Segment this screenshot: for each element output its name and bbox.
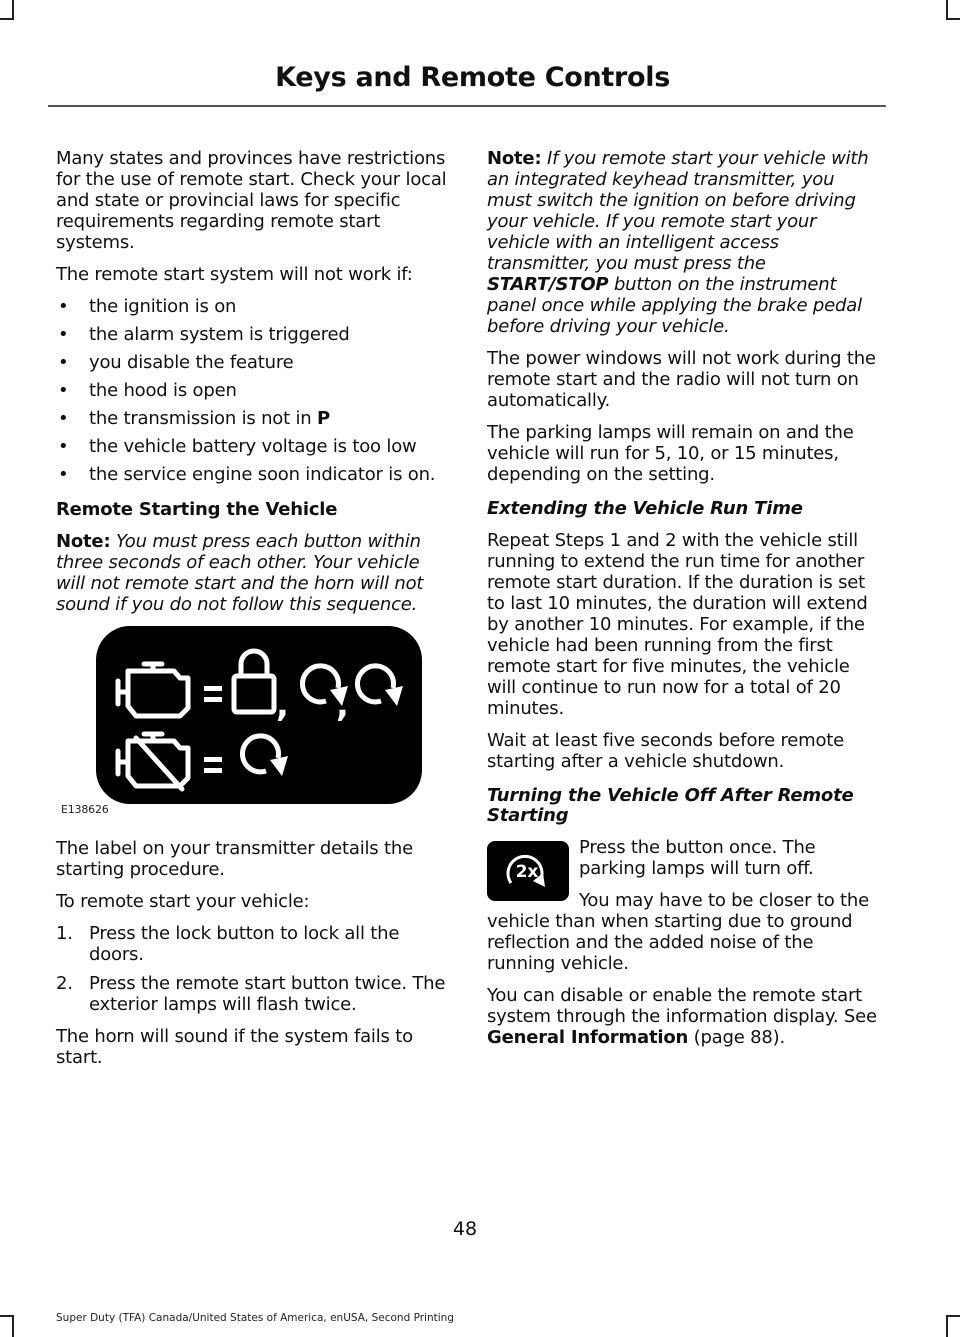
list-item <box>56 923 448 965</box>
intro-paragraph: Many states and provinces have restrictions for the use of remote start. Check your local and state or provincial laws for specific requirements regarding remote start systems. <box>56 148 447 253</box>
press-twice-icon <box>487 841 569 901</box>
page-number: 48 <box>452 1218 478 1240</box>
step-text: Press the lock button to lock all the doors. <box>89 923 400 965</box>
wait-paragraph: Wait at least five seconds before remote starting after a vehicle shutdown. <box>487 730 845 772</box>
list-item: • the alarm system is triggered <box>56 324 448 345</box>
lamps-paragraph: The parking lamps will remain on and the vehicle will run for 5, 10, or 15 minutes, depending on the setting. <box>487 422 854 485</box>
disable-text: (page 88). <box>688 1027 785 1048</box>
page-title: Keys and Remote Controls <box>275 62 670 93</box>
list-item <box>56 973 448 1015</box>
press-button-block <box>487 837 882 985</box>
remote-start-label-image <box>96 626 422 804</box>
label-paragraph: The label on your transmitter details the starting procedure. <box>56 838 413 880</box>
list-item: • the vehicle battery voltage is too low <box>56 436 448 457</box>
disable-paragraph <box>487 985 882 1048</box>
note-text: button on the instrument panel once while applying the brake pedal before driving your vehicle. <box>487 274 862 337</box>
section-heading: Remote Starting the Vehicle <box>56 499 338 520</box>
crop-mark <box>946 1317 948 1337</box>
list-item: • the service engine soon indicator is on. <box>56 464 448 485</box>
left-column <box>56 148 448 1079</box>
svg-text:,: , <box>336 685 349 725</box>
disable-text: You can disable or enable the remote start system through the information display. See <box>487 985 877 1027</box>
crop-mark <box>12 0 14 18</box>
header-divider <box>48 105 886 107</box>
horn-paragraph: The horn will sound if the system fails to start. <box>56 1026 413 1068</box>
list-item-text: the transmission is not in <box>89 408 318 429</box>
repeat-paragraph: Repeat Steps 1 and 2 with the vehicle still running to extend the run time for another remote start duration. If the duration is set to last 10 minutes, the duration will extend by another 10 minutes. For example, if the vehicle had been running from the first remote start for five minutes, the vehicle will continue to run now for a total of 20 minutes. <box>487 530 868 719</box>
list-item: • the hood is open <box>56 380 448 401</box>
list-item <box>56 408 448 429</box>
closer-paragraph: You may have to be closer to the vehicle than when starting due to ground reflection and the added noise of the running vehicle. <box>487 890 870 974</box>
conditions-list <box>56 296 448 485</box>
list-item: • the ignition is on <box>56 296 448 317</box>
svg-text:,: , <box>276 685 289 725</box>
step-number: 1. <box>56 923 73 944</box>
note-label: Note: <box>487 148 542 169</box>
crop-mark <box>12 1317 14 1337</box>
step-number: 2. <box>56 973 73 994</box>
section-heading: Extending the Vehicle Run Time <box>487 498 803 519</box>
crop-mark <box>0 1315 14 1317</box>
note-paragraph <box>487 148 882 337</box>
footer-text: Super Duty (TFA) Canada/United States of America, enUSA, Second Printing <box>56 1312 454 1324</box>
crop-mark <box>946 0 948 18</box>
note-paragraph <box>56 531 448 615</box>
note-text: If you remote start your vehicle with an integrated keyhead transmitter, you must switch the ignition on before driving your vehicle. If you remote start your vehicle with an intelligent access transmitter, you must press the <box>487 148 869 274</box>
crop-mark <box>946 18 960 20</box>
start-stop-label: START/STOP <box>487 274 609 295</box>
wont-work-paragraph: The remote start system will not work if: <box>56 264 413 285</box>
to-start-paragraph: To remote start your vehicle: <box>56 891 310 912</box>
step-text: Press the remote start button twice. The exterior lamps will flash twice. <box>89 973 446 1015</box>
windows-paragraph: The power windows will not work during the remote start and the radio will not turn on automatically. <box>487 348 876 411</box>
steps-list <box>56 923 448 1015</box>
crop-mark <box>946 1315 960 1317</box>
cross-reference-link[interactable]: General Information <box>487 1027 689 1048</box>
section-heading: Turning the Vehicle Off After Remote Starting <box>487 785 854 826</box>
right-column <box>487 148 882 1059</box>
note-text: You must press each button within three seconds of each other. Your vehicle will not remote start and the horn will not sound if you do not follow this sequence. <box>56 531 424 615</box>
crop-mark <box>0 18 14 20</box>
press-once-paragraph: Press the button once. The parking lamps will turn off. <box>579 837 816 879</box>
note-label: Note: <box>56 531 111 552</box>
list-item: • you disable the feature <box>56 352 448 373</box>
remote-start-label-figure <box>56 626 426 818</box>
park-gear-letter: P <box>317 408 331 429</box>
figure-code: E138626 <box>61 803 109 816</box>
icon-label: 2x <box>515 862 539 882</box>
